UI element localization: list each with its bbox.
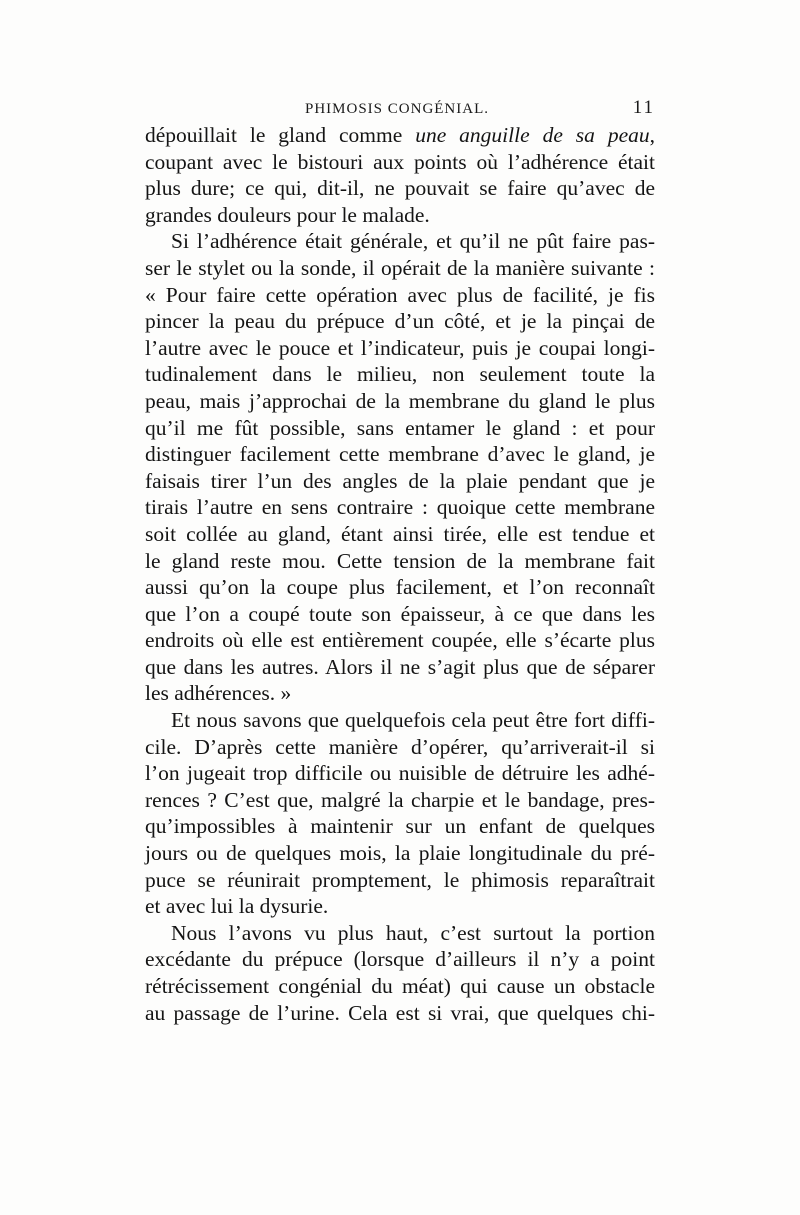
text-line: qu’impossibles à maintenir sur un enfant de quelques [145, 814, 655, 839]
text-line: l’on jugeait trop difficile ou nuisible de détruire les adhé- [145, 761, 655, 786]
text-line: tudinalement dans le milieu, non seulement toute la [145, 362, 655, 387]
text-line: faisais tirer l’un des angles de la plaie pendant que je [145, 468, 655, 493]
text-line: pincer la peau du prépuce d’un côté, et je la pinçai de [145, 309, 655, 334]
text-line: Si l’adhérence était générale, et qu’il ne pût faire pas- [171, 229, 655, 254]
text-line: soit collée au gland, étant ainsi tirée, elle est tendue et [145, 521, 655, 546]
text-line: le gland reste mou. Cette tension de la membrane fait [145, 548, 655, 573]
text-line: que l’on a coupé toute son épaisseur, à ce que dans les [145, 601, 655, 626]
text-line: l’autre avec le pouce et l’indicateur, puis je coupai longi- [145, 335, 655, 360]
text-line: excédante du prépuce (lorsque d’ailleurs il n’y a point [145, 947, 655, 972]
text-line: qu’il me fût possible, sans entamer le gland : et pour [145, 415, 655, 440]
text-line: rétrécissement congénial du méat) qui cause un obstacle [145, 974, 655, 998]
text-line: distinguer facilement cette membrane d’avec le gland, je [145, 442, 655, 467]
text-line: et avec lui la dysurie. [145, 894, 329, 919]
running-head [145, 97, 655, 121]
text-line: Nous l’avons vu plus haut, c’est surtout la portion [171, 920, 655, 945]
text-line: « Pour faire cette opération avec plus de facilité, je fis [145, 282, 655, 307]
text-line: coupant avec le bistouri aux points où l’adhérence était [145, 149, 655, 174]
text-line: Et nous savons que quelquefois cela peut être fort diffi- [171, 708, 655, 733]
italic-quote: une anguille de sa peau [415, 123, 650, 147]
text-line: grandes douleurs pour le malade. [145, 202, 430, 227]
text-line: cile. D’après cette manière d’opérer, qu’arriverait-il si [145, 734, 655, 759]
text-line: tirais l’autre en sens contraire : quoique cette membrane [145, 495, 655, 520]
text-line: plus dure; ce qui, dit-il, ne pouvait se faire qu’avec de [145, 176, 655, 201]
running-title: PHIMOSIS CONGÉNIAL. [305, 101, 490, 117]
text-line: que dans les autres. Alors il ne s’agit plus que de séparer [145, 654, 655, 679]
text-line: les adhérences. » [145, 681, 292, 706]
text-line: ser le stylet ou la sonde, il opérait de la manière suivante : [145, 255, 655, 280]
page-number: 11 [632, 97, 655, 118]
text-line: jours ou de quelques mois, la plaie longitudinale du pré- [145, 841, 655, 866]
text-line: dépouillait le gland comme une anguille de sa peau, [145, 123, 655, 147]
text-line: endroits où elle est entièrement coupée, elle s’écarte plus [145, 628, 655, 653]
text-line: rences ? C’est que, malgré la charpie et le bandage, pres- [145, 787, 655, 812]
text-line: au passage de l’urine. Cela est si vrai, que quelques chi- [145, 1000, 655, 1025]
text-line: puce se réunirait promptement, le phimosis reparaîtrait [145, 867, 655, 892]
body-text [145, 122, 655, 1026]
text-line: aussi qu’on la coupe plus facilement, et l’on reconnaît [145, 575, 655, 600]
text-line: peau, mais j’approchai de la membrane du gland le plus [145, 388, 655, 413]
